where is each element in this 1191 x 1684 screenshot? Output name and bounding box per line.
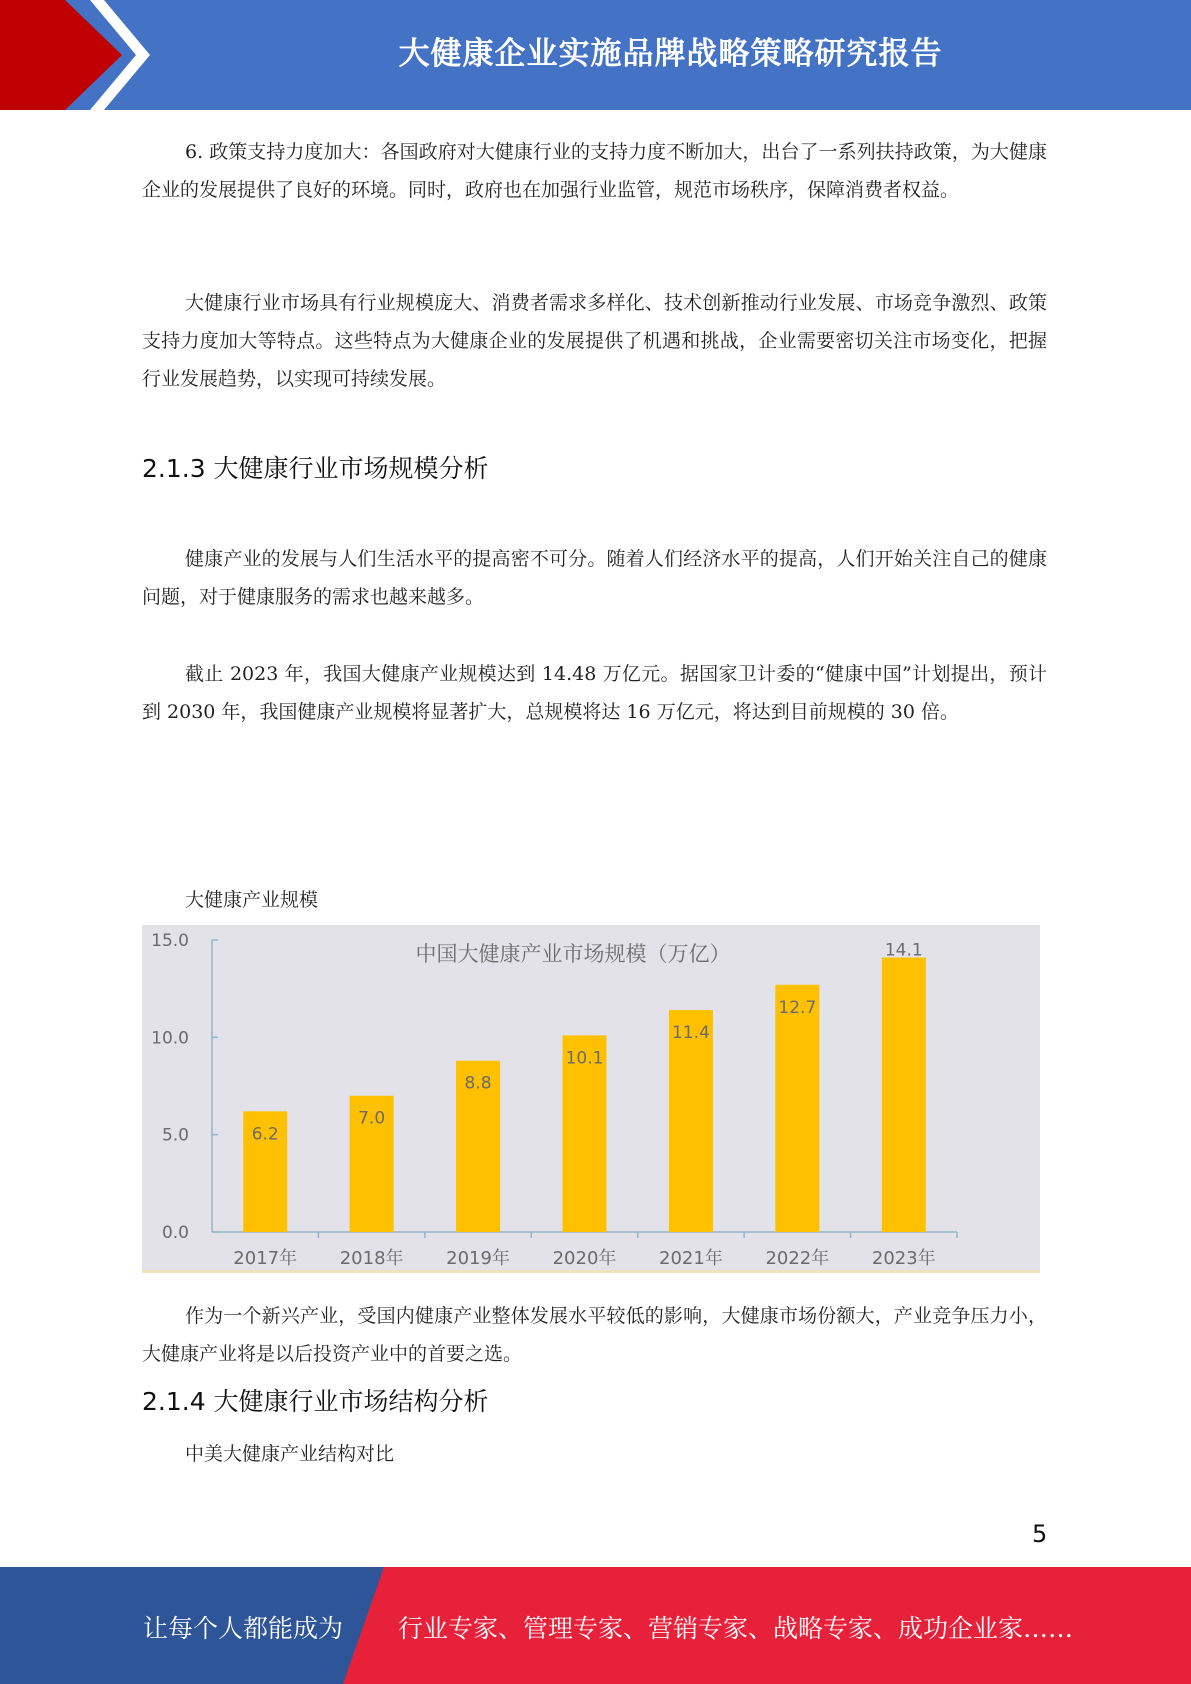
x-tick-label: 2022年 bbox=[765, 1248, 830, 1269]
bar-chart-svg bbox=[142, 925, 1040, 1273]
structure-caption: 中美大健康产业结构对比 bbox=[185, 1443, 395, 1465]
x-tick-label: 2023年 bbox=[871, 1248, 936, 1269]
bar-value-label: 6.2 bbox=[251, 1124, 279, 1145]
paragraph-policy-support: 6. 政策支持力度加大：各国政府对大健康行业的支持力度不断加大，出台了一系列扶持政策，为大健康企业的发展提供了良好的环境。同时，政府也在加强行业监管，规范市场秩序，保障消费者权益。 bbox=[142, 141, 1047, 201]
y-tick-label: 10.0 bbox=[151, 1028, 189, 1049]
page-number: 5 bbox=[1032, 1520, 1048, 1548]
x-tick-label: 2017年 bbox=[233, 1248, 298, 1269]
chart-bottom-strip bbox=[142, 1270, 1040, 1273]
page-header bbox=[0, 0, 1191, 110]
bar-value-label: 12.7 bbox=[778, 997, 817, 1018]
bar-2021年 bbox=[669, 1010, 713, 1232]
paragraph-emerging-industry: 作为一个新兴产业，受国内健康产业整体发展水平较低的影响，大健康市场份额大，产业竞争压力小，大健康产业将是以后投资产业中的首要之选。 bbox=[142, 1305, 1047, 1365]
bar-value-label: 10.1 bbox=[565, 1048, 604, 1069]
footer-slogan-left: 让每个人都能成为 bbox=[143, 1614, 344, 1643]
y-tick-label: 15.0 bbox=[151, 931, 189, 951]
bar-value-label: 14.1 bbox=[884, 940, 923, 961]
x-tick-label: 2021年 bbox=[659, 1248, 723, 1269]
x-tick-label: 2020年 bbox=[552, 1248, 617, 1269]
section-heading-2-1-4: 2.1.4 大健康行业市场结构分析 bbox=[142, 1387, 489, 1416]
section-heading-2-1-3: 2.1.3 大健康行业市场规模分析 bbox=[142, 454, 489, 483]
bar-value-label: 8.8 bbox=[464, 1073, 492, 1094]
bar-2023年 bbox=[882, 958, 926, 1232]
footer-slogan-right: 行业专家、管理专家、营销专家、战略专家、成功企业家…… bbox=[398, 1614, 1074, 1643]
y-tick-label: 5.0 bbox=[161, 1125, 189, 1146]
header-title: 大健康企业实施品牌战略策略研究报告 bbox=[398, 35, 943, 72]
paragraph-market-features: 大健康行业市场具有行业规模庞大、消费者需求多样化、技术创新推动行业发展、市场竞争激烈、政策支持力度加大等特点。这些特点为大健康企业的发展提供了机遇和挑战，企业需要密切关注市场变化，把握行业发展趋势，以实现可持续发展。 bbox=[142, 292, 1047, 390]
y-tick-label: 0.0 bbox=[161, 1223, 189, 1243]
industry-scale-chart bbox=[142, 925, 1040, 1273]
chart-title: 中国大健康产业市场规模（万亿） bbox=[415, 942, 731, 966]
bar-value-label: 11.4 bbox=[671, 1023, 710, 1044]
paragraph-health-industry: 健康产业的发展与人们生活水平的提高密不可分。随着人们经济水平的提高，人们开始关注自己的健康问题，对于健康服务的需求也越来越多。 bbox=[142, 548, 1047, 608]
page-footer bbox=[0, 1567, 1191, 1684]
x-tick-label: 2018年 bbox=[339, 1248, 404, 1269]
bar-value-label: 7.0 bbox=[358, 1108, 386, 1129]
bar-2022年 bbox=[775, 985, 819, 1232]
paragraph-industry-scale: 截止 2023 年，我国大健康产业规模达到 14.48 万亿元。据国家卫计委的“健康中国”计划提出，预计到 2030 年，我国健康产业规模将显著扩大，总规模将达 16 万亿元，将达到目前规模的 30 倍。 bbox=[142, 663, 1047, 723]
x-tick-label: 2019年 bbox=[446, 1248, 510, 1269]
chart-caption: 大健康产业规模 bbox=[185, 889, 319, 911]
